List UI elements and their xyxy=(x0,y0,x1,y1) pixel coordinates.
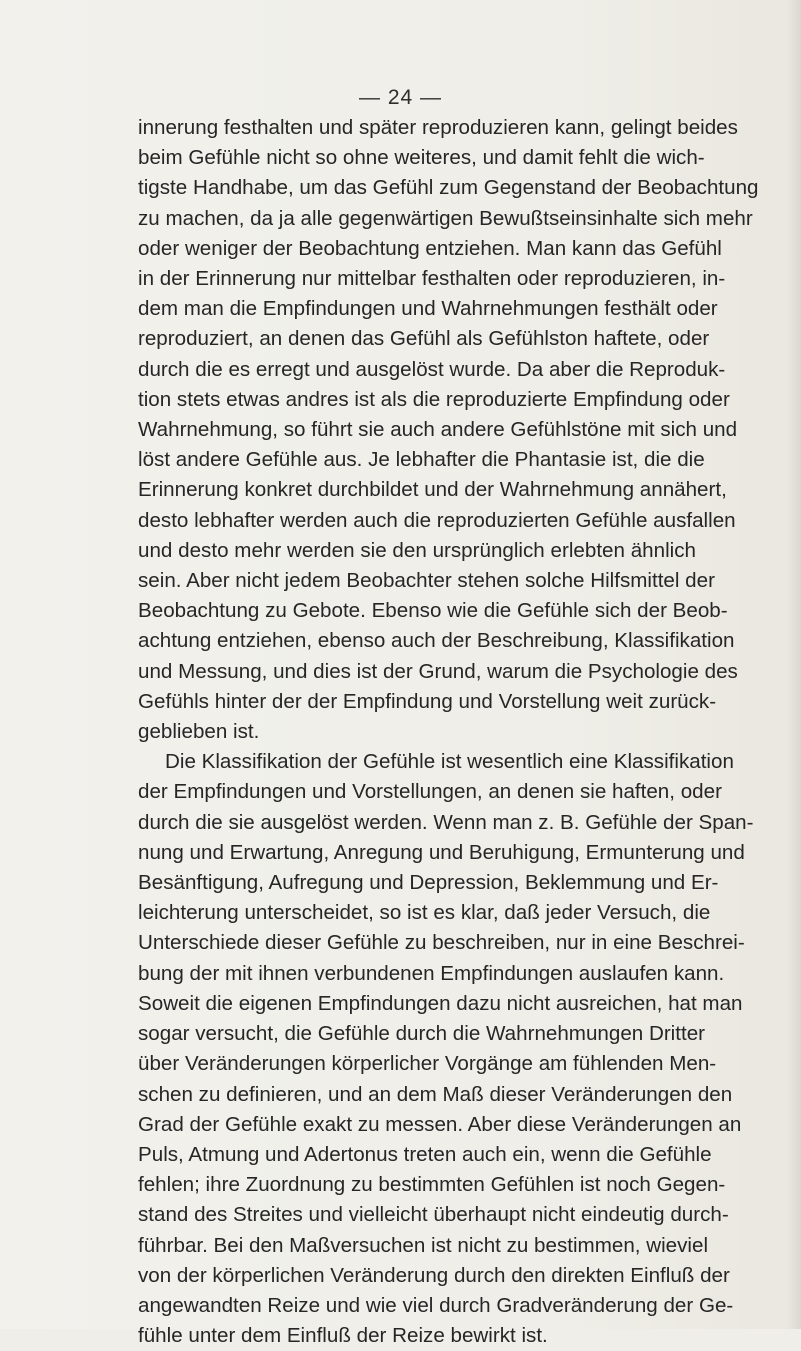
text-line: der Empfindungen und Vorstellungen, an denen sie haften, oder xyxy=(138,780,722,804)
text-line: desto lebhafter werden auch die reproduzierten Gefühle ausfallen xyxy=(138,508,736,532)
text-line: beim Gefühle nicht so ohne weiteres, und damit fehlt die wich- xyxy=(138,146,705,170)
text-line: Besänftigung, Aufregung und Depression, Beklemmung und Er- xyxy=(138,871,719,895)
text-line: schen zu definieren, und an dem Maß dieser Veränderungen den xyxy=(138,1082,733,1106)
page-edge-shadow xyxy=(787,0,801,1329)
text-line: reproduziert, an denen das Gefühl als Gefühlston haftete, oder xyxy=(138,327,710,351)
text-line: Erinnerung konkret durchbildet und der Wahrnehmung annähert, xyxy=(138,478,727,502)
text-line: leichterung unterscheidet, so ist es klar, daß jeder Versuch, die xyxy=(138,901,711,925)
text-line: sein. Aber nicht jedem Beobachter stehen solche Hilfsmittel der xyxy=(138,569,715,593)
text-line: tion stets etwas andres ist als die reproduzierte Empfindung oder xyxy=(138,387,730,411)
text-line: Soweit die eigenen Empfindungen dazu nicht ausreichen, hat man xyxy=(138,991,743,1015)
text-line: angewandten Reize und wie viel durch Gradveränderung der Ge- xyxy=(138,1293,734,1317)
text-line: achtung entziehen, ebenso auch der Beschreibung, Klassifikation xyxy=(138,629,735,653)
text-line: stand des Streites und vielleicht überhaupt nicht eindeutig durch- xyxy=(138,1203,729,1227)
text-line: nung und Erwartung, Anregung und Beruhigung, Ermunterung und xyxy=(138,840,745,864)
text-line: sogar versucht, die Gefühle durch die Wahrnehmungen Dritter xyxy=(138,1022,706,1046)
paragraph-end-line: fühle unter dem Einfluß der Reize bewirkt ist. xyxy=(138,1324,548,1348)
text-line: Beobachtung zu Gebote. Ebenso wie die Gefühle sich der Beob- xyxy=(138,599,728,623)
text-line: und Messung, und dies ist der Grund, warum die Psychologie des xyxy=(138,659,738,683)
text-line: fehlen; ihre Zuordnung zu bestimmten Gefühlen ist noch Gegen- xyxy=(138,1173,726,1197)
text-line: Grad der Gefühle exakt zu messen. Aber diese Veränderungen an xyxy=(138,1112,742,1136)
paragraph-end-line: geblieben ist. xyxy=(138,720,260,744)
text-line: Wahrnehmung, so führt sie auch andere Gefühlstöne mit sich und xyxy=(138,418,738,442)
text-line: tigste Handhabe, um das Gefühl zum Gegenstand der Beobachtung xyxy=(138,176,759,200)
text-line: und desto mehr werden sie den ursprünglich erlebten ähnlich xyxy=(138,538,696,562)
text-line: Puls, Atmung und Adertonus treten auch ein, wenn die Gefühle xyxy=(138,1142,712,1166)
page-number: — 24 — xyxy=(358,86,443,109)
text-line: durch die es erregt und ausgelöst wurde. Da aber die Reproduk- xyxy=(138,357,726,381)
text-line: von der körperlichen Veränderung durch den direkten Einfluß der xyxy=(138,1263,730,1287)
text-line: innerung festhalten und später reproduzieren kann, gelingt beides xyxy=(138,116,738,139)
text-line: durch die sie ausgelöst werden. Wenn man z. B. Gefühle der Span- xyxy=(138,810,754,834)
body-text xyxy=(138,113,759,1351)
text-line: dem man die Empfindungen und Wahrnehmungen festhält oder xyxy=(138,297,718,321)
text-line: über Veränderungen körperlicher Vorgänge am fühlenden Men- xyxy=(138,1052,717,1076)
text-line: oder weniger der Beobachtung entziehen. Man kann das Gefühl xyxy=(138,236,722,260)
text-line: in der Erinnerung nur mittelbar festhalten oder reproduzieren, in- xyxy=(138,267,726,291)
paragraph-start-line: Die Klassifikation der Gefühle ist wesentlich eine Klassifikation xyxy=(165,750,734,774)
text-line: führbar. Bei den Maßversuchen ist nicht zu bestimmen, wieviel xyxy=(138,1233,709,1257)
text-line: Gefühls hinter der der Empfindung und Vorstellung weit zurück- xyxy=(138,689,717,713)
text-line: zu machen, da ja alle gegenwärtigen Bewußtseinsinhalte sich mehr xyxy=(138,206,753,230)
text-line: Unterschiede dieser Gefühle zu beschreiben, nur in eine Beschrei- xyxy=(138,931,745,955)
text-line: bung der mit ihnen verbundenen Empfindungen auslaufen kann. xyxy=(138,961,725,985)
text-line: löst andere Gefühle aus. Je lebhafter die Phantasie ist, die die xyxy=(138,448,705,472)
